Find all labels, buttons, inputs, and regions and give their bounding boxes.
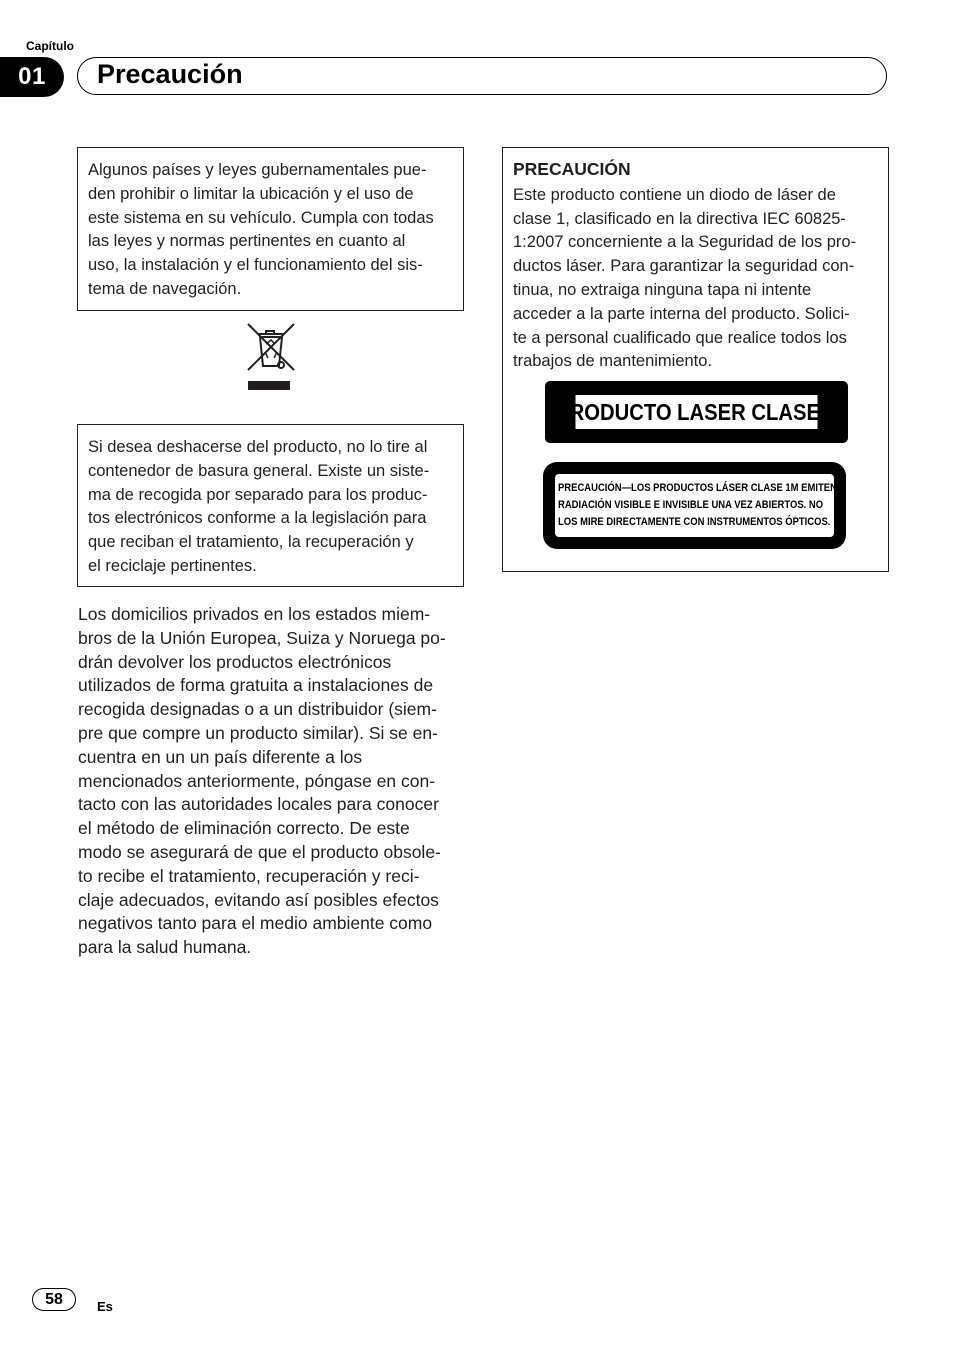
- crossed-out-wheelie-bin-icon: [244, 320, 296, 392]
- text-line: que reciban el tratamiento, la recuperación y: [88, 533, 414, 552]
- caution-heading: PRECAUCIÓN: [513, 159, 631, 179]
- laser-warning-label-inner: [555, 474, 837, 537]
- text-line: clase 1, clasificado en la directiva IEC 60825-: [513, 209, 846, 228]
- laser-class-label-text: PRODUCTO LASER CLASE 1: [576, 395, 818, 429]
- text-line: ma de recogida por separado para los produc-: [88, 485, 428, 504]
- text-line: uso, la instalación y el funcionamiento del sis-: [88, 256, 423, 275]
- text-line: tacto con las autoridades locales para conocer: [78, 794, 439, 815]
- text-line: el reciclaje pertinentes.: [88, 556, 257, 575]
- text-line: tos electrónicos conforme a la legislación para: [88, 509, 427, 528]
- text-line: claje adecuados, evitando así posibles efectos: [78, 889, 439, 910]
- recycling-paragraph: [78, 603, 466, 960]
- warning-line: PRECAUCIÓN—LOS PRODUCTOS LÁSER CLASE 1M EMITEN: [558, 482, 837, 494]
- text-line: Algunos países y leyes gubernamentales pue-: [88, 161, 427, 179]
- text-line: Si desea deshacerse del producto, no lo tire al: [88, 438, 428, 456]
- text-line: ductos láser. Para garantizar la seguridad con-: [513, 257, 855, 276]
- text-line: para la salud humana.: [78, 937, 252, 958]
- navigation-law-notice-box: [77, 147, 464, 311]
- text-line: el método de eliminación correcto. De este: [78, 818, 410, 839]
- laser-class-label: [545, 381, 848, 443]
- text-line: 1:2007 concerniente a la Seguridad de los pro-: [513, 233, 857, 252]
- text-line: utilizados de forma gratuita a instalaciones de: [78, 675, 434, 696]
- text-line: contenedor de basura general. Existe un siste-: [88, 461, 430, 480]
- chapter-number: 01: [0, 57, 64, 97]
- page-number: 58: [32, 1288, 76, 1311]
- page-title: Precaución: [97, 59, 243, 89]
- text-line: recogida designadas o a un distribuidor (siem-: [78, 699, 437, 720]
- chapter-label: Capítulo: [26, 39, 74, 53]
- text-line: tinua, no extraiga ninguna tapa ni intente: [513, 280, 812, 299]
- text-line: te a personal cualificado que realice todos los: [513, 328, 847, 347]
- language-code: Es: [97, 1299, 113, 1314]
- text-line: to recibe el tratamiento, recuperación y reci-: [78, 865, 420, 886]
- text-line: tema de navegación.: [88, 279, 242, 298]
- text-line: pre que compre un producto similar). Si se en-: [78, 722, 438, 743]
- text-line: las leyes y normas pertinentes en cuanto al: [88, 232, 406, 251]
- laser-warning-text: [558, 480, 837, 531]
- text-line: den prohibir o limitar la ubicación y el uso de: [88, 184, 414, 203]
- warning-line: LOS MIRE DIRECTAMENTE CON INSTRUMENTOS ÓPTICOS.: [558, 516, 831, 528]
- text-line: trabajos de mantenimiento.: [513, 352, 713, 371]
- text-line: cuentra en un un país diferente a los: [78, 746, 363, 767]
- text-line: mencionados anteriormente, póngase en con-: [78, 770, 436, 791]
- text-line: Los domicilios privados en los estados miem-: [78, 604, 431, 624]
- text-line: acceder a la parte interna del producto. Solici-: [513, 304, 850, 323]
- text-line: modo se asegurará de que el producto obsole-: [78, 841, 441, 862]
- text-line: drán devolver los productos electrónicos: [78, 651, 392, 672]
- text-line: bros de la Unión Europea, Suiza y Noruega po-: [78, 627, 446, 648]
- warning-line: RADIACIÓN VISIBLE E INVISIBLE UNA VEZ ABIERTOS. NO: [558, 499, 824, 511]
- text-line: Este producto contiene un diodo de láser de: [513, 185, 836, 204]
- disposal-notice-box: [77, 424, 464, 587]
- text-line: este sistema en su vehículo. Cumpla con todas: [88, 208, 434, 227]
- laser-warning-label: [543, 462, 846, 549]
- text-line: negativos tanto para el medio ambiente como: [78, 913, 433, 934]
